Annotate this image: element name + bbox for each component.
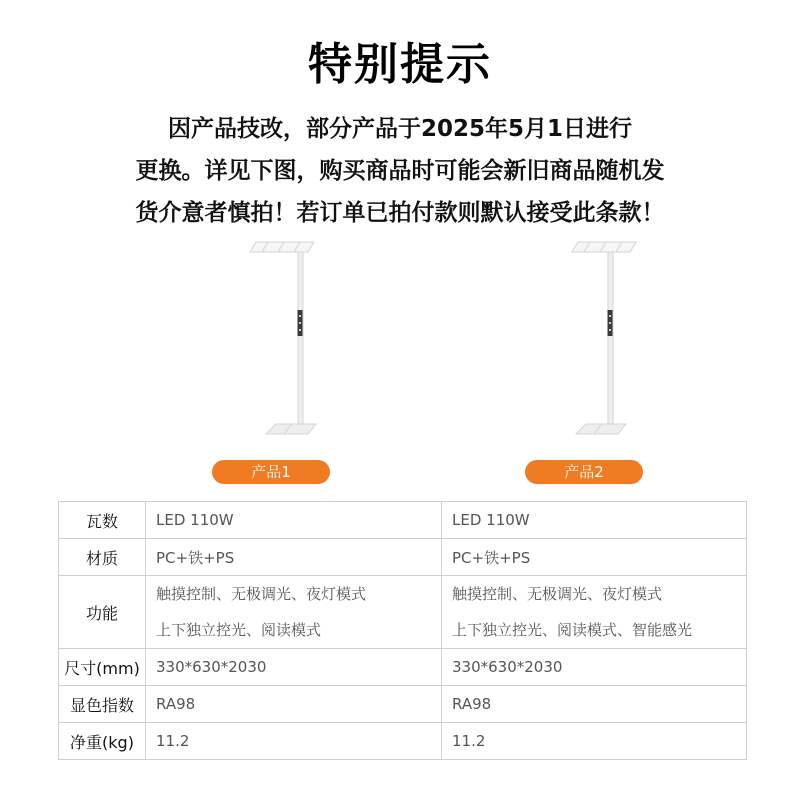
- product-2-lamp-image: [556, 238, 656, 438]
- feature-line: 触摸控制、无极调光、夜灯模式: [156, 585, 367, 603]
- feature-line: 触摸控制、无极调光、夜灯模式: [452, 585, 663, 603]
- notice-line: 货介意者慎拍！若订单已拍付款则默认接受此条款！: [135, 200, 665, 226]
- row-label: 功能: [59, 576, 146, 649]
- notice-line: 因产品技改，部分产品于2025年5月1日进行: [167, 116, 633, 142]
- product-2-value: PC+铁+PS: [442, 539, 747, 576]
- table-row: [59, 576, 747, 649]
- product-1-value: RA98: [146, 686, 442, 723]
- table-row: [59, 686, 747, 723]
- row-label: 显色指数: [59, 686, 146, 723]
- product-2-value: 330*630*2030: [442, 649, 747, 686]
- table-row: [59, 649, 747, 686]
- table-row: [59, 539, 747, 576]
- table-row: [59, 502, 747, 539]
- product-1-value: PC+铁+PS: [146, 539, 442, 576]
- feature-line: 上下独立控光、阅读模式: [156, 621, 322, 639]
- product-1-value: 11.2: [146, 723, 442, 760]
- row-label: 材质: [59, 539, 146, 576]
- feature-line: 上下独立控光、阅读模式、智能感光: [452, 621, 693, 639]
- page-title: 特别提示: [308, 39, 492, 90]
- row-label: 瓦数: [59, 502, 146, 539]
- product-1-lamp-image: [234, 238, 334, 438]
- product-1-value: 330*630*2030: [146, 649, 442, 686]
- product-1-label: 产品1: [212, 460, 330, 484]
- notice-line: 更换。详见下图，购买商品时可能会新旧商品随机发: [135, 158, 665, 184]
- table-row: [59, 723, 747, 760]
- notice-text: [0, 108, 800, 234]
- row-label: 尺寸(mm): [59, 649, 146, 686]
- product-2-value: RA98: [442, 686, 747, 723]
- product-2-value: 11.2: [442, 723, 747, 760]
- product-2-value: LED 110W: [442, 502, 747, 539]
- product-2-label: 产品2: [525, 460, 643, 484]
- spec-table: [58, 501, 747, 760]
- product-2-value: [442, 576, 747, 649]
- product-1-value: [146, 576, 442, 649]
- product-1-value: LED 110W: [146, 502, 442, 539]
- row-label: 净重(kg): [59, 723, 146, 760]
